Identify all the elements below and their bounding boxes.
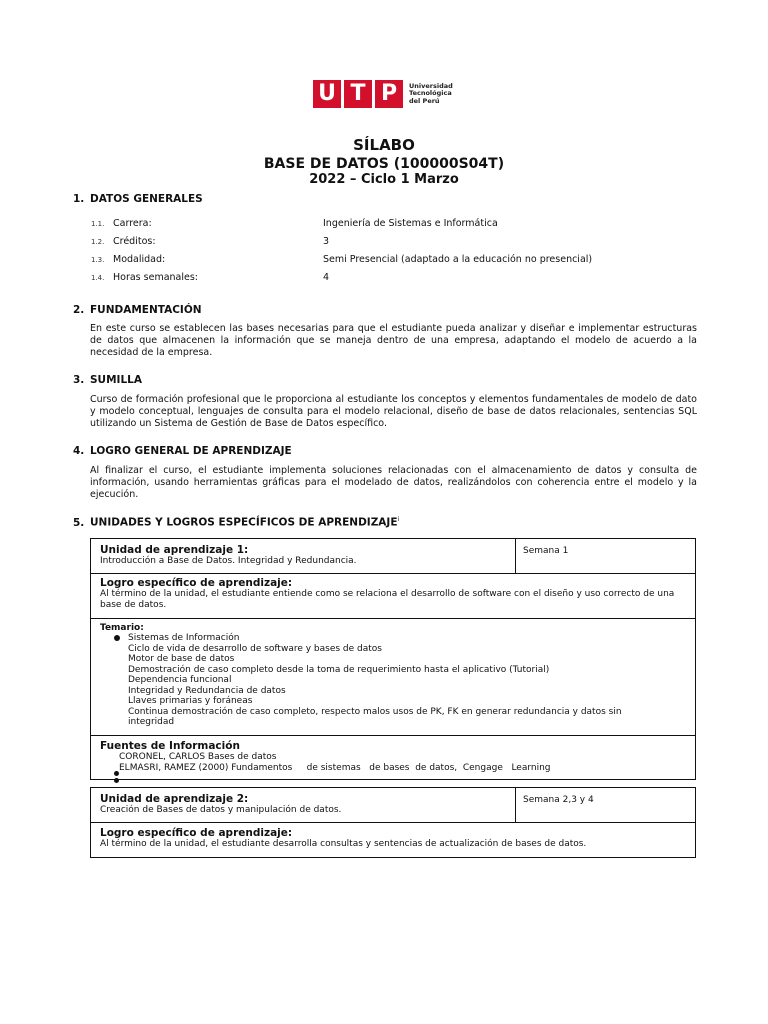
bullet-icon: [114, 778, 119, 783]
bullet-icon: [114, 771, 119, 776]
datos-row: [91, 254, 593, 265]
temario-item-text: Continua demostración de caso completo, respecto malos usos de PK, FK en generar redundancia y datos sin: [128, 706, 622, 717]
logo-university-name: [409, 83, 453, 106]
table-divider: [91, 618, 695, 619]
unidad-title: Unidad de aprendizaje 1:: [100, 544, 249, 556]
temario-item-text: integridad: [128, 717, 175, 727]
section-number: 1.: [73, 193, 85, 205]
datos-row: [91, 236, 330, 247]
fundamentacion-text: En este curso se establecen las bases necesarias para que el estudiante pueda analizar y diseñar e implementar estructuras de datos que almacenen la información que se maneja dentro de una empresa, adaptando el modelo de acuerdo a la necesidad de la empresa.: [90, 323, 697, 358]
temario-item: [114, 696, 685, 707]
temario-item: [114, 686, 685, 697]
logo-letter-t: T: [344, 80, 372, 108]
row-number: 1.4.: [91, 274, 105, 282]
fuentes-title: Fuentes de Información: [100, 740, 240, 752]
unidad-2-semana: Semana 2,3 y 4: [523, 795, 594, 805]
unidad-title: Unidad de aprendizaje 2:: [100, 793, 249, 805]
temario-item-text: Sistemas de Información: [128, 633, 240, 643]
table-divider: [515, 539, 516, 573]
temario-title: Temario:: [100, 623, 144, 633]
unidad-1-fuentes: [100, 740, 685, 774]
section-number: 3.: [73, 374, 85, 386]
row-label: Créditos:: [113, 236, 156, 247]
table-divider: [91, 573, 695, 574]
unidad-2-header: [100, 793, 510, 815]
temario-item: [114, 675, 685, 686]
row-label: Carrera:: [113, 218, 152, 229]
table-divider: [91, 822, 695, 823]
logro-general-text: Al finalizar el curso, el estudiante implementa soluciones relacionadas con el almacenamiento de datos y consulta de información, usando herramientas gráficas para el modelado de datos, realizándolos con coherencia entre el modelo y la ejecución.: [90, 465, 697, 500]
unidad-2-table: [90, 787, 696, 858]
section-heading: [73, 516, 399, 529]
temario-item-text: Ciclo de vida de desarrollo de software y bases de datos: [128, 643, 382, 654]
row-number: 1.2.: [91, 238, 105, 246]
row-number: 1.3.: [91, 256, 105, 264]
temario-item: [114, 633, 685, 644]
section-heading: [73, 374, 142, 386]
section-number: 2.: [73, 304, 85, 316]
logro-title: Logro específico de aprendizaje:: [100, 577, 293, 589]
footnote-mark: i: [397, 516, 400, 523]
datos-row: [91, 272, 330, 283]
section-title: FUNDAMENTACIÓN: [90, 304, 202, 316]
section-title: DATOS GENERALES: [90, 193, 203, 205]
row-number: 1.1.: [91, 220, 105, 228]
unidad-1-temario: [100, 623, 685, 728]
logro-text: Al término de la unidad, el estudiante entiende como se relaciona el desarrollo de software con el diseño y uso correcto de una base de datos.: [100, 589, 675, 610]
bullet-icon: [114, 635, 120, 641]
row-value: 4: [323, 272, 330, 283]
unidad-2-logro: [100, 827, 685, 849]
section-title: SUMILLA: [90, 374, 142, 386]
row-value: Ingeniería de Sistemas e Informática: [323, 218, 498, 229]
unidad-subtitle: Introducción a Base de Datos. Integridad y Redundancia.: [100, 556, 357, 566]
course-period: 2022 – Ciclo 1 Marzo: [309, 172, 459, 187]
logo-letter-p: P: [375, 80, 403, 108]
unidad-1-semana: Semana 1: [523, 546, 569, 556]
section-heading: [73, 304, 202, 316]
unidad-1-table: [90, 538, 696, 780]
section-title: LOGRO GENERAL DE APRENDIZAJE: [90, 445, 292, 457]
section-title: UNIDADES Y LOGROS ESPECÍFICOS DE APRENDIZAJE: [90, 516, 398, 529]
row-value: 3: [323, 236, 330, 247]
row-value: Semi Presencial (adaptado a la educación no presencial): [323, 254, 593, 265]
sumilla-text: Curso de formación profesional que le proporciona al estudiante los conceptos y elementos fundamentales de modelo de dato y modelo conceptual, lenguajes de consulta para el modelo relacional, diseño de base de datos relacionales, sentencias SQL utilizando un Sistema de Gestión de Base de Datos específico.: [90, 394, 697, 429]
fuente-item: ELMASRI, RAMEZ (2000) Fundamentos de sistemas de bases de datos, Cengage Learning: [119, 763, 551, 773]
utp-logo-mark: [313, 80, 403, 108]
temario-item-text: Integridad y Redundancia de datos: [128, 685, 286, 696]
temario-item-text: Llaves primarias y foráneas: [128, 696, 253, 706]
unidad-1-header: [100, 544, 510, 566]
unidad-1-logro: [100, 577, 685, 610]
temario-item: [114, 665, 685, 676]
fuente-item: CORONEL, CARLOS Bases de datos: [119, 752, 277, 762]
temario-item: [114, 644, 685, 655]
unidad-subtitle: Creación de Bases de datos y manipulación de datos.: [100, 805, 342, 815]
section-number: 5.: [73, 516, 85, 529]
section-heading: [73, 445, 292, 457]
section-heading: [73, 193, 203, 205]
row-label: Horas semanales:: [113, 272, 198, 283]
temario-item-text: Demostración de caso completo desde la toma de requerimiento hasta el aplicativo (Tutorial): [128, 664, 550, 675]
table-divider: [515, 788, 516, 822]
section-number: 4.: [73, 445, 85, 457]
document-title: SÍLABO: [353, 136, 415, 154]
logro-title: Logro específico de aprendizaje:: [100, 827, 293, 839]
logo-letter-u: U: [313, 80, 341, 108]
temario-item: [114, 717, 685, 728]
logro-text: Al término de la unidad, el estudiante desarrolla consultas y sentencias de actualización de bases de datos.: [100, 839, 587, 849]
temario-item: [114, 654, 685, 665]
logo-line: Universidad: [409, 81, 453, 90]
logo-line: del Perú: [409, 96, 440, 105]
table-divider: [91, 735, 695, 736]
temario-item-text: Motor de base de datos: [128, 654, 235, 664]
utp-logo: [313, 80, 453, 108]
row-label: Modalidad:: [113, 254, 166, 265]
course-name: BASE DE DATOS (100000S04T): [263, 156, 505, 172]
datos-row: [91, 218, 498, 229]
logo-line: Tecnológica: [409, 89, 452, 98]
temario-list: [114, 633, 685, 728]
temario-item-text: Dependencia funcional: [128, 675, 232, 685]
temario-item: [114, 707, 685, 718]
